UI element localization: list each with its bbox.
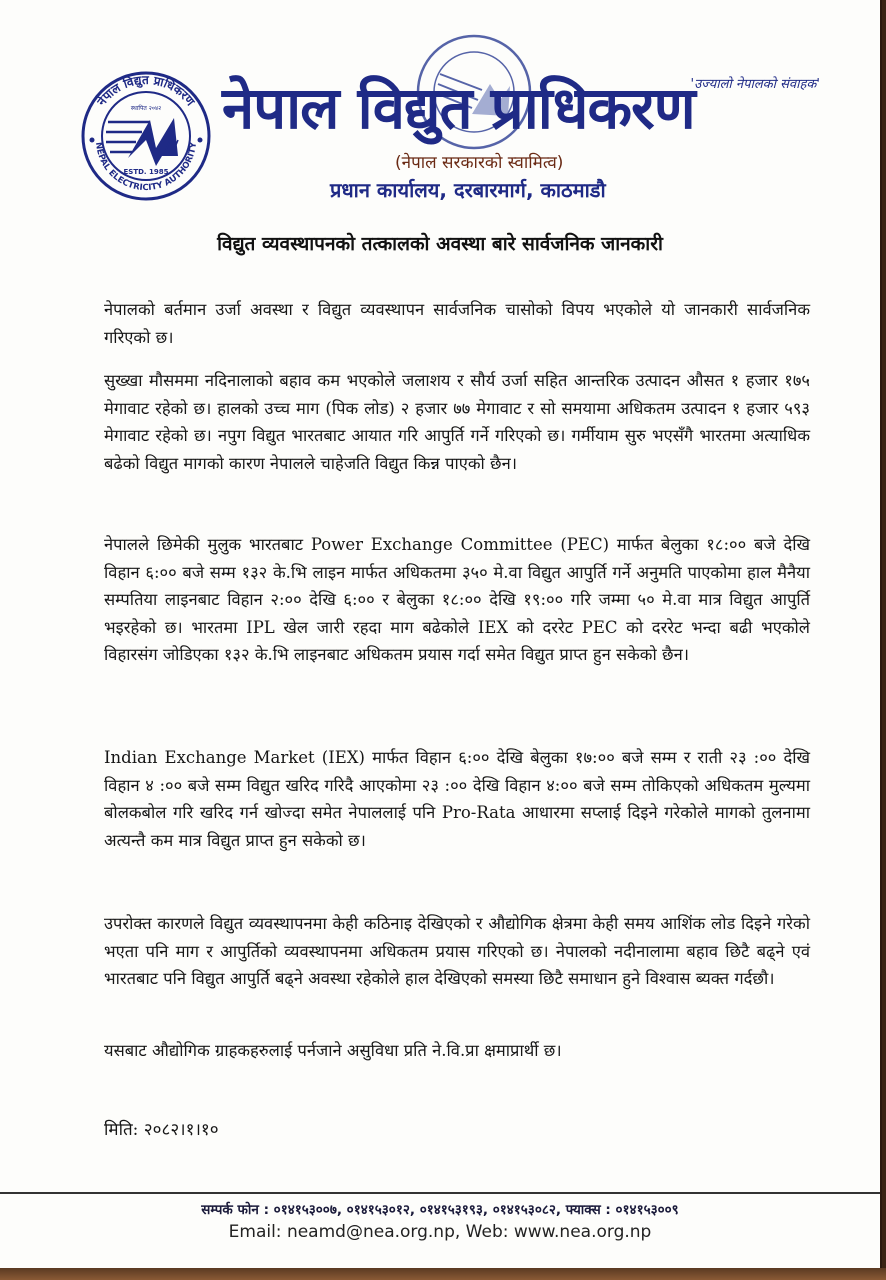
organization-tagline: 'उज्यालो नेपालको संवाहक': [690, 77, 820, 92]
website-link[interactable]: www.nea.org.np: [513, 1222, 652, 1242]
head-office-address: प्रधान कार्यालय, दरबारमार्ग, काठमाडौ: [330, 178, 606, 202]
notice-paragraph: Indian Exchange Market (IEX) मार्फत विहान ६:०० देखि बेलुका १७:०० बजे सम्म र राती २३ :०० देखि विहान ४ :०० बजे सम्म विद्युत खरिद गरिदै आएकोमा २३ :०० देखि विहान ४:०० बजे सम्म तोकिएको अधिकतम मुल्यमा बोलकबोल गरि खरिद गर्न खोज्दा समेत नेपाललाई पनि Pro-Rata आधारमा सप्लाई दिइने गरेकोले मागको तुलनामा अत्यन्तै कम मात्र विद्युत प्राप्त हुन सकेको छ।: [104, 748, 810, 850]
notice-paragraph: उपरोक्त कारणले विद्युत व्यवस्थापनमा केही कठिनाइ देखिएको र औद्योगिक क्षेत्रमा केही समय आशिंक लोड दिइने गरेको भएता पनि माग र आपुर्तिको व्यवस्थापनमा अधिकतम प्रयास गरिएको छ। नेपालको नदीनालामा बहाव छिटै बढ्ने एवं भारतबाट पनि विद्युत आपुर्ति बढ्ने अवस्था रहेकोले हाल देखिएको समस्या छिटै समाधान हुने विश्वास ब्यक्त गर्दछौ।: [104, 914, 810, 988]
notice-paragraph: नेपालले छिमेकी मुलुक भारतबाट Power Exchange Committee (PEC) मार्फत बेलुका १८:०० बजे देखि विहान ६:०० बजे सम्म १३२ के.भि लाइन मार्फत अधिकतमा ३५० मे.वा विद्युत आपुर्ति गर्ने अनुमति पाएकोमा हाल मैनैया सम्पतिया लाइनबाट विहान २:०० देखि ६:०० र बेलुका १८:०० देखि १९:०० गरि जम्मा ५० मे.वा मात्र विद्युत आपुर्ति भइरहेको छ। भारतमा IPL खेल जारी रहदा माग बढेकोले IEX को दररेट PEC को दररेट भन्दा बढी भएकोले विहारसंग जोडिएका १३२ के.भि लाइनबाट अधिकतम प्रयास गर्दा समेत विद्युत प्राप्त हुन सकेको छैन।: [104, 535, 810, 664]
footer-divider: [0, 1192, 880, 1194]
notice-paragraph: यसबाट औद्योगिक ग्राहकहरुलाई पर्नजाने असुविधा प्रति ने.वि.प्रा क्षमाप्रार्थी छ।: [104, 1041, 562, 1060]
email-address[interactable]: neamd@nea.org.np,: [286, 1222, 461, 1242]
svg-text:ESTD. 1985: ESTD. 1985: [123, 168, 169, 176]
contact-online: [0, 1222, 880, 1242]
fax-label: फ्याक्स :: [565, 1202, 611, 1218]
date-value: २०८२।१।१०: [143, 1120, 219, 1140]
notice-heading: विद्युत व्यवस्थापनको तत्कालको अवस्था बारे सार्वजनिक जानकारी: [217, 233, 663, 255]
svg-text:नेपाल विद्युत प्राधिकरण: नेपाल विद्युत प्राधिकरण: [94, 72, 198, 109]
svg-text:स्थापित २०४२: स्थापित २०४२: [130, 105, 162, 112]
contact-phones: [0, 1200, 880, 1218]
svg-text:NEPAL ELECTRICITY AUTHORITY: NEPAL ELECTRICITY AUTHORITY: [92, 141, 200, 194]
background-surface: [0, 1268, 886, 1280]
web-label: Web:: [465, 1222, 509, 1242]
phone-label: सम्पर्क फोन :: [201, 1202, 269, 1218]
notice-paragraph: नेपालको बर्तमान उर्जा अवस्था र विद्युत व्यवस्थापन सार्वजनिक चासोको विपय भएकोले यो जानकारी सार्वजनिक गरिएको छ।: [104, 300, 810, 347]
fax-number: ०१४१५३००९: [615, 1202, 679, 1218]
ownership-note: (नेपाल सरकारको स्वामित्व): [395, 153, 564, 173]
nea-seal-logo: [80, 70, 212, 202]
phone-numbers: ०१४१५३००७, ०१४१५३०१२, ०१४१५३१९३, ०१४१५३०८२,: [273, 1202, 562, 1218]
email-label: Email:: [228, 1222, 282, 1242]
date-label: मिति:: [104, 1120, 139, 1140]
date-line: [104, 1117, 219, 1140]
notice-paragraph: सुख्खा मौसममा नदिनालाको बहाव कम भएकोले जलाशय र सौर्य उर्जा सहित आन्तरिक उत्पादन औसत १ हजार १७५ मेगावाट रहेको छ। हालको उच्च माग (पिक लोड) २ हजार ७७ मेगावाट र सो समयामा अधिकतम उत्पादन १ हजार ५९३ मेगावाट रहेको छ। नपुग विद्युत भारतबाट आयात गरि आपुर्ति गर्ने गरिएको छ। गर्मीयाम सुरु भएसँगै भारतमा अत्याधिक बढेको विद्युत मागको कारण नेपालले चाहेजति विद्युत किन्न पाएको छैन।: [104, 371, 810, 473]
organization-name: नेपाल विद्युत प्राधिकरण: [222, 74, 695, 142]
